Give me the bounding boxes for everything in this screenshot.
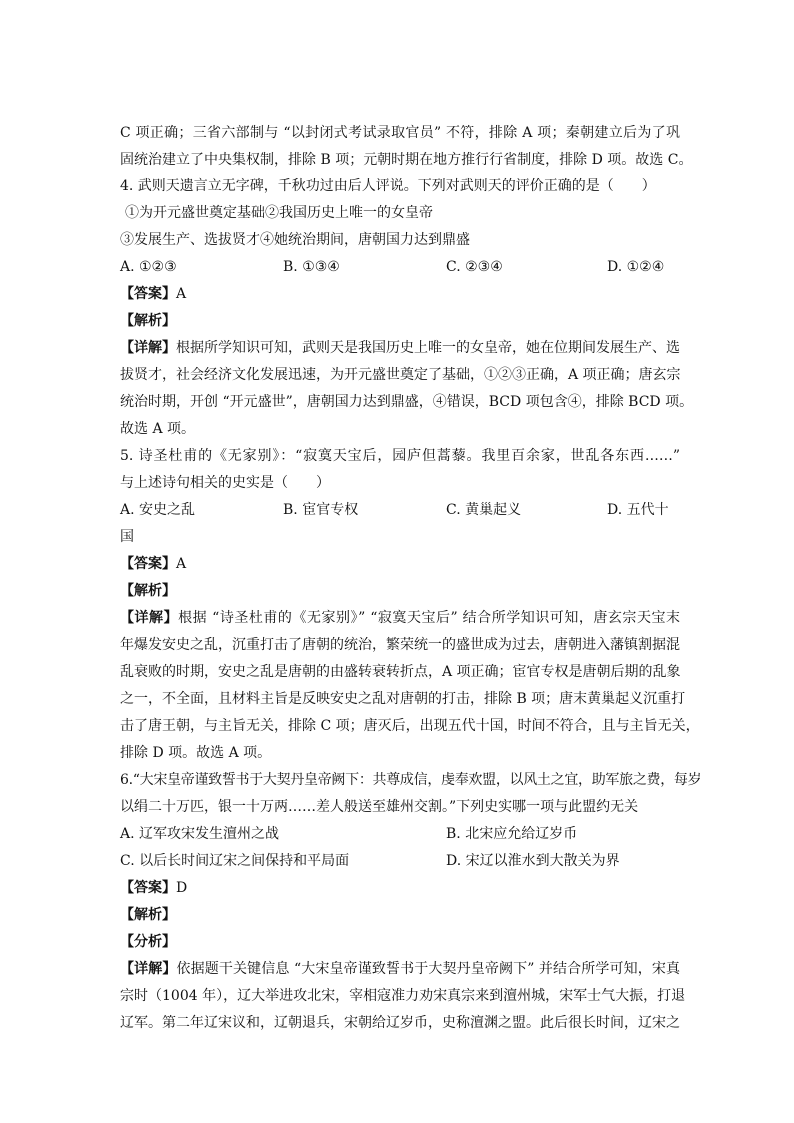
answer-value: A [176,286,187,302]
question-4-statement: ①为开元盛世奠定基础②我国历史上唯一的女皇帝 [125,205,433,221]
question-5-stem: 与上述诗句相关的史实是（ ） [120,475,330,491]
question-5-detail [120,608,680,628]
detail-tag: 【详解】 [120,610,179,626]
question-4-detail: 故选 A 项。 [120,421,196,437]
question-6-stem: 6.“大宋皇帝谨致誓书于大契丹皇帝阙下：共尊成信，虔奉欢盟，以风土之宜，助军旅之费，每岁 [120,772,702,788]
question-4-option-d: D. ①②④ [607,259,665,275]
detail-text: 依据题干关键信息 “大宋皇帝谨致誓书于大契丹皇帝阙下” 并结合所学可知，宋真 [176,961,681,977]
question-5-stem: 5. 诗圣杜甫的《无家别》：“寂寞天宝后，园庐但蒿藜。我里百余家，世乱各东西……” [120,448,680,464]
question-4-detail: 拔贤才，社会经济文化发展迅速，为开元盛世奠定了基础，①②③正确，A 项正确；唐玄宗 [120,367,681,383]
detail-tag: 【详解】 [120,340,176,356]
question-6-option-c: C. 以后长时间辽宋之间保持和平局面 [120,853,350,869]
text-line: C 项正确；三省六部制与 “以封闭式考试录取官员” 不符，排除 A 项；秦朝建立后为了巩 [120,125,680,141]
question-4-detail [120,338,680,358]
question-4-option-b: B. ①③④ [283,259,340,275]
question-5-detail: 乱衰败的时期，安史之乱是唐朝的由盛转衰转折点，A 项正确；宦官专权是唐朝后期的乱象 [120,664,681,680]
answer-tag: 【答案】 [120,286,176,302]
question-5-detail: 击了唐王朝，与主旨无关，排除 C 项；唐灭后，出现五代十国，时间不符合，且与主旨无关， [120,718,700,734]
question-5-option-d: D. 五代十 [607,502,669,518]
question-5-detail: 排除 D 项。故选 A 项。 [120,745,272,761]
question-4-stem: 4. 武则天遗言立无字碑，千秋功过由后人评说。下列对武则天的评价正确的是（ ） [120,178,656,194]
question-4-option-a: A. ①②③ [120,259,177,275]
question-4-answer [120,284,680,304]
question-6-answer [120,878,680,898]
question-5-detail: 之一，不全面，且材料主旨是反映安史之乱对唐朝的打击，排除 B 项；唐末黄巢起义沉重打 [120,691,686,707]
question-4-detail: 统治时期，开创 “开元盛世”，唐朝国力达到鼎盛，④错误，BCD 项包含④，排除 BCD 项。 [120,394,694,410]
question-6-detail: 辽军。第二年辽宋议和，辽朝退兵，宋朝给辽岁币，史称澶渊之盟。此后很长时间，辽宋之 [120,1015,680,1031]
question-4-statement: ③发展生产、选拔贤才④她统治期间，唐朝国力达到鼎盛 [120,232,470,248]
question-6-analysis [120,905,680,925]
question-4-analysis [120,311,680,331]
answer-value: A [176,556,187,572]
question-6-option-a: A. 辽军攻宋发生澶州之战 [120,826,280,842]
question-5-answer [120,554,680,574]
answer-value: D [176,880,188,896]
answer-tag: 【答案】 [120,880,176,896]
question-5-option-c: C. 黄巢起义 [446,502,522,518]
detail-text: 根据所学知识可知，武则天是我国历史上唯一的女皇帝，她在位期间发展生产、选 [176,340,680,356]
question-5-option-d-wrap: 国 [120,529,134,545]
question-5-option-a: A. 安史之乱 [120,502,196,518]
question-6-option-b: B. 北宋应允给辽岁币 [446,826,578,842]
analysis-tag: 【解析】 [120,583,176,599]
question-6-fenxi [120,932,680,952]
question-6-detail [120,959,680,979]
answer-tag: 【答案】 [120,556,176,572]
analysis-tag: 【解析】 [120,313,176,329]
question-4-option-c: C. ②③④ [446,259,503,275]
question-5-option-b: B. 宦官专权 [283,502,359,518]
question-6-stem: 以绢二十万匹，银一十万两……差人般送至雄州交割。”下列史实哪一项与此盟约无关 [120,799,639,815]
question-6-option-d: D. 宋辽以淮水到大散关为界 [446,853,620,869]
detail-text: 根据 “诗圣杜甫的《无家别》” “寂寞天宝后” 结合所学知识可知，唐玄宗天宝末 [178,610,681,626]
detail-tag: 【详解】 [120,961,177,977]
text-line: 固统治建立了中央集权制，排除 B 项；元朝时期在地方推行行省制度，排除 D 项。故选 C。 [120,152,693,168]
analysis-tag: 【解析】 [120,907,176,923]
fenxi-tag: 【分析】 [120,934,176,950]
question-5-detail: 年爆发安史之乱，沉重打击了唐朝的统治，繁荣统一的盛世成为过去，唐朝进入藩镇割据混 [120,637,680,653]
question-6-detail: 宗时（1004 年），辽大举进攻北宋，宰相寇准力劝宋真宗来到澶州城，宋军士气大振，打退 [120,988,686,1004]
question-5-analysis [120,581,680,601]
